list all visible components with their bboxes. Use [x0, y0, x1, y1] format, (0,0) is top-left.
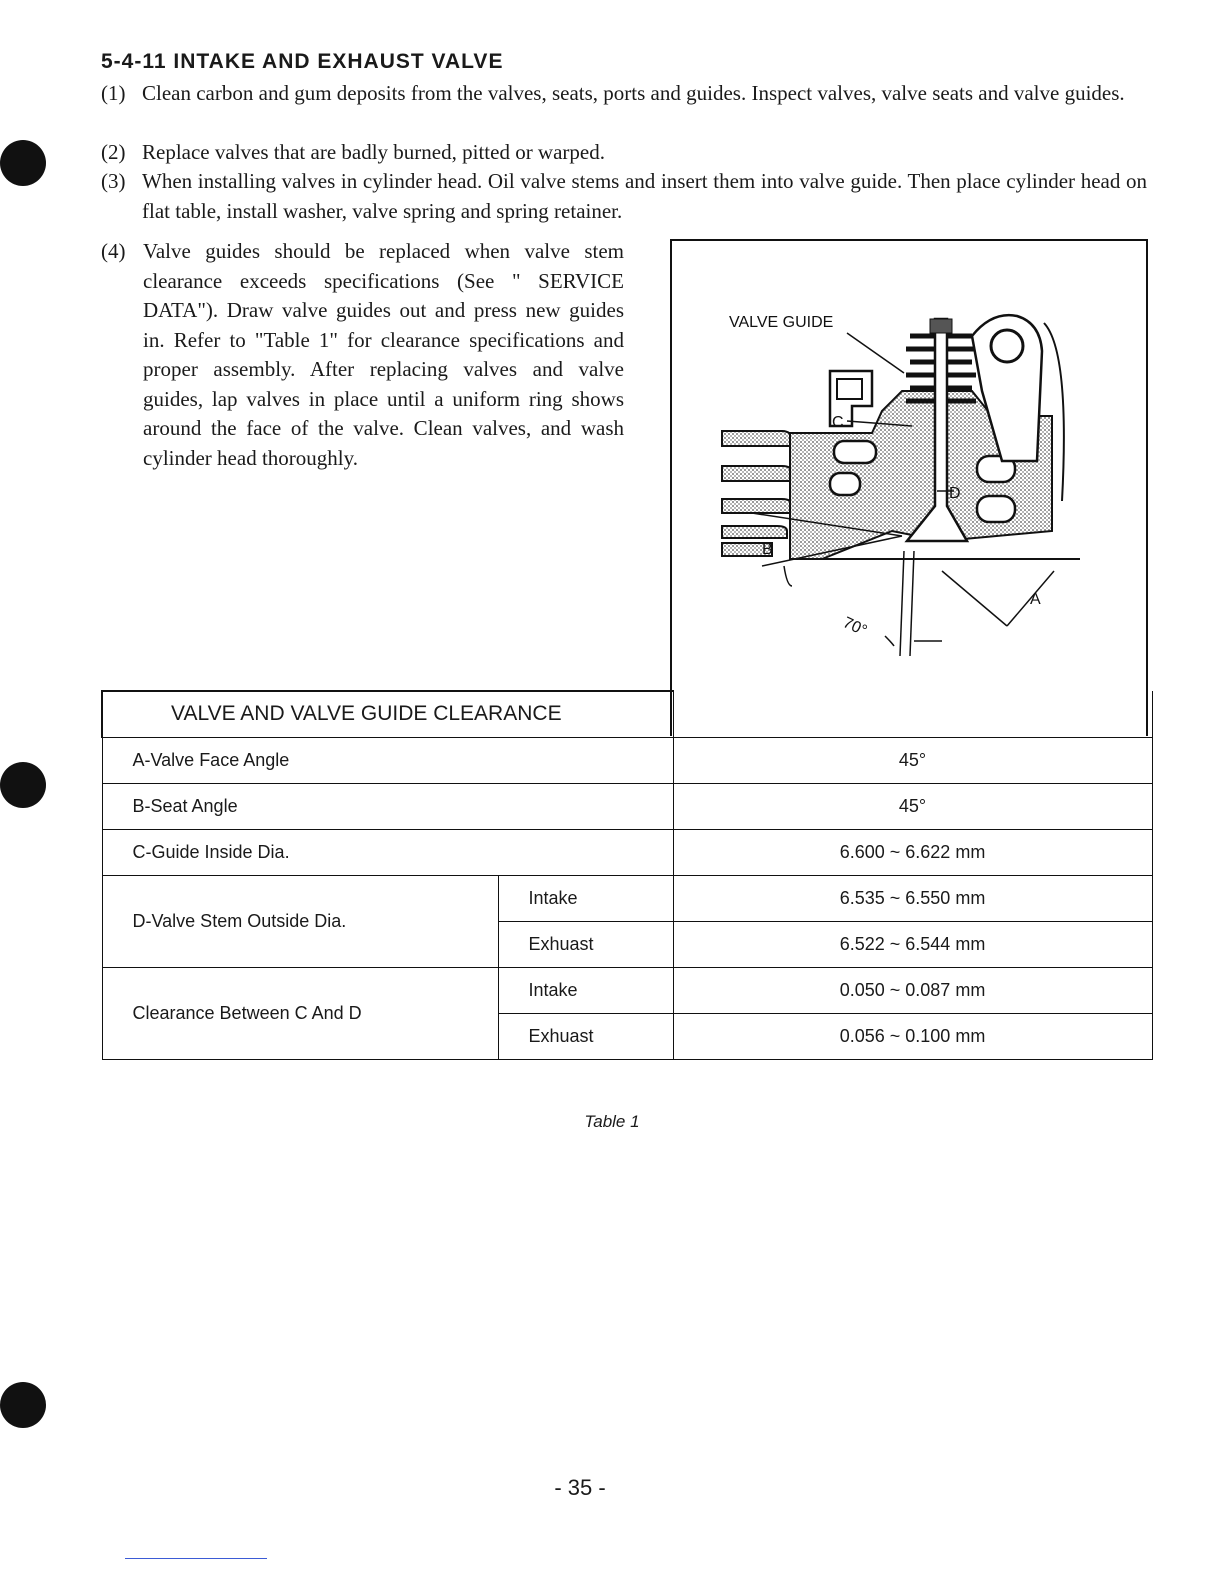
step-number: (3) — [101, 169, 126, 193]
label-valve-guide: VALVE GUIDE — [729, 314, 834, 331]
step-text: When installing valves in cylinder head. Oil valve stems and insert them into valve guide. Then place cylinder head on flat table, install washer, valve spring and spring retainer. — [142, 169, 1147, 223]
label-c: C — [832, 414, 844, 431]
label-d: D — [949, 485, 961, 502]
step-number: (1) — [101, 81, 126, 105]
valve-cross-section-drawing — [672, 241, 1150, 738]
table-title-spacer — [673, 691, 1152, 737]
footer-rule — [125, 1558, 267, 1559]
step-2 — [101, 138, 1147, 168]
table-row — [102, 875, 1152, 921]
row-value: 6.522 ~ 6.544 mm — [673, 921, 1152, 967]
row-value: 45° — [673, 783, 1152, 829]
row-sublabel: Exhuast — [498, 921, 673, 967]
punch-hole — [0, 140, 46, 186]
row-value: 0.056 ~ 0.100 mm — [673, 1013, 1152, 1059]
row-value: 6.600 ~ 6.622 mm — [673, 829, 1152, 875]
step-3 — [101, 167, 1147, 226]
step-4 — [101, 237, 624, 473]
row-value: 0.050 ~ 0.087 mm — [673, 967, 1152, 1013]
step-text: Valve guides should be replaced when valve stem clearance exceeds specifications (See " SERVICE DATA"). Draw valve guides out and press new guides in. Refer to "Table 1" for clearance specifications and proper assembly. After replacing valves and valve guides, lap valves in place until a uniform ring shows around the face of the valve. Clean valves, and wash cylinder head thoroughly. — [143, 239, 624, 470]
cooling-fins — [722, 431, 792, 556]
table-title: VALVE AND VALVE GUIDE CLEARANCE — [102, 691, 673, 737]
row-label: Clearance Between C And D — [102, 967, 498, 1059]
table-row — [102, 783, 1152, 829]
punch-hole — [0, 762, 46, 808]
row-sublabel: Intake — [498, 967, 673, 1013]
table-row — [102, 967, 1152, 1013]
step-text: Replace valves that are badly burned, pitted or warped. — [142, 140, 605, 164]
label-a: A — [1030, 591, 1041, 608]
valve-figure — [670, 239, 1148, 736]
label-angle: 70° — [840, 614, 870, 640]
label-b: B — [762, 541, 773, 558]
row-value: 45° — [673, 737, 1152, 783]
row-label: D-Valve Stem Outside Dia. — [102, 875, 498, 967]
step-1 — [101, 79, 1147, 109]
row-value: 6.535 ~ 6.550 mm — [673, 875, 1152, 921]
row-sublabel: Exhuast — [498, 1013, 673, 1059]
section-heading: 5-4-11 INTAKE AND EXHAUST VALVE — [101, 50, 504, 73]
clearance-table — [101, 690, 1153, 1060]
step-number: (4) — [101, 239, 126, 263]
step-text: Clean carbon and gum deposits from the valves, seats, ports and guides. Inspect valves, valve seats and valve guides. — [142, 81, 1125, 105]
row-sublabel: Intake — [498, 875, 673, 921]
table-row — [102, 737, 1152, 783]
punch-hole — [0, 1382, 46, 1428]
row-label: A-Valve Face Angle — [102, 737, 673, 783]
page-number: - 35 - — [554, 1475, 606, 1500]
table-row — [102, 829, 1152, 875]
row-label: C-Guide Inside Dia. — [102, 829, 673, 875]
row-label: B-Seat Angle — [102, 783, 673, 829]
step-number: (2) — [101, 140, 126, 164]
table-caption: Table 1 — [584, 1112, 640, 1131]
